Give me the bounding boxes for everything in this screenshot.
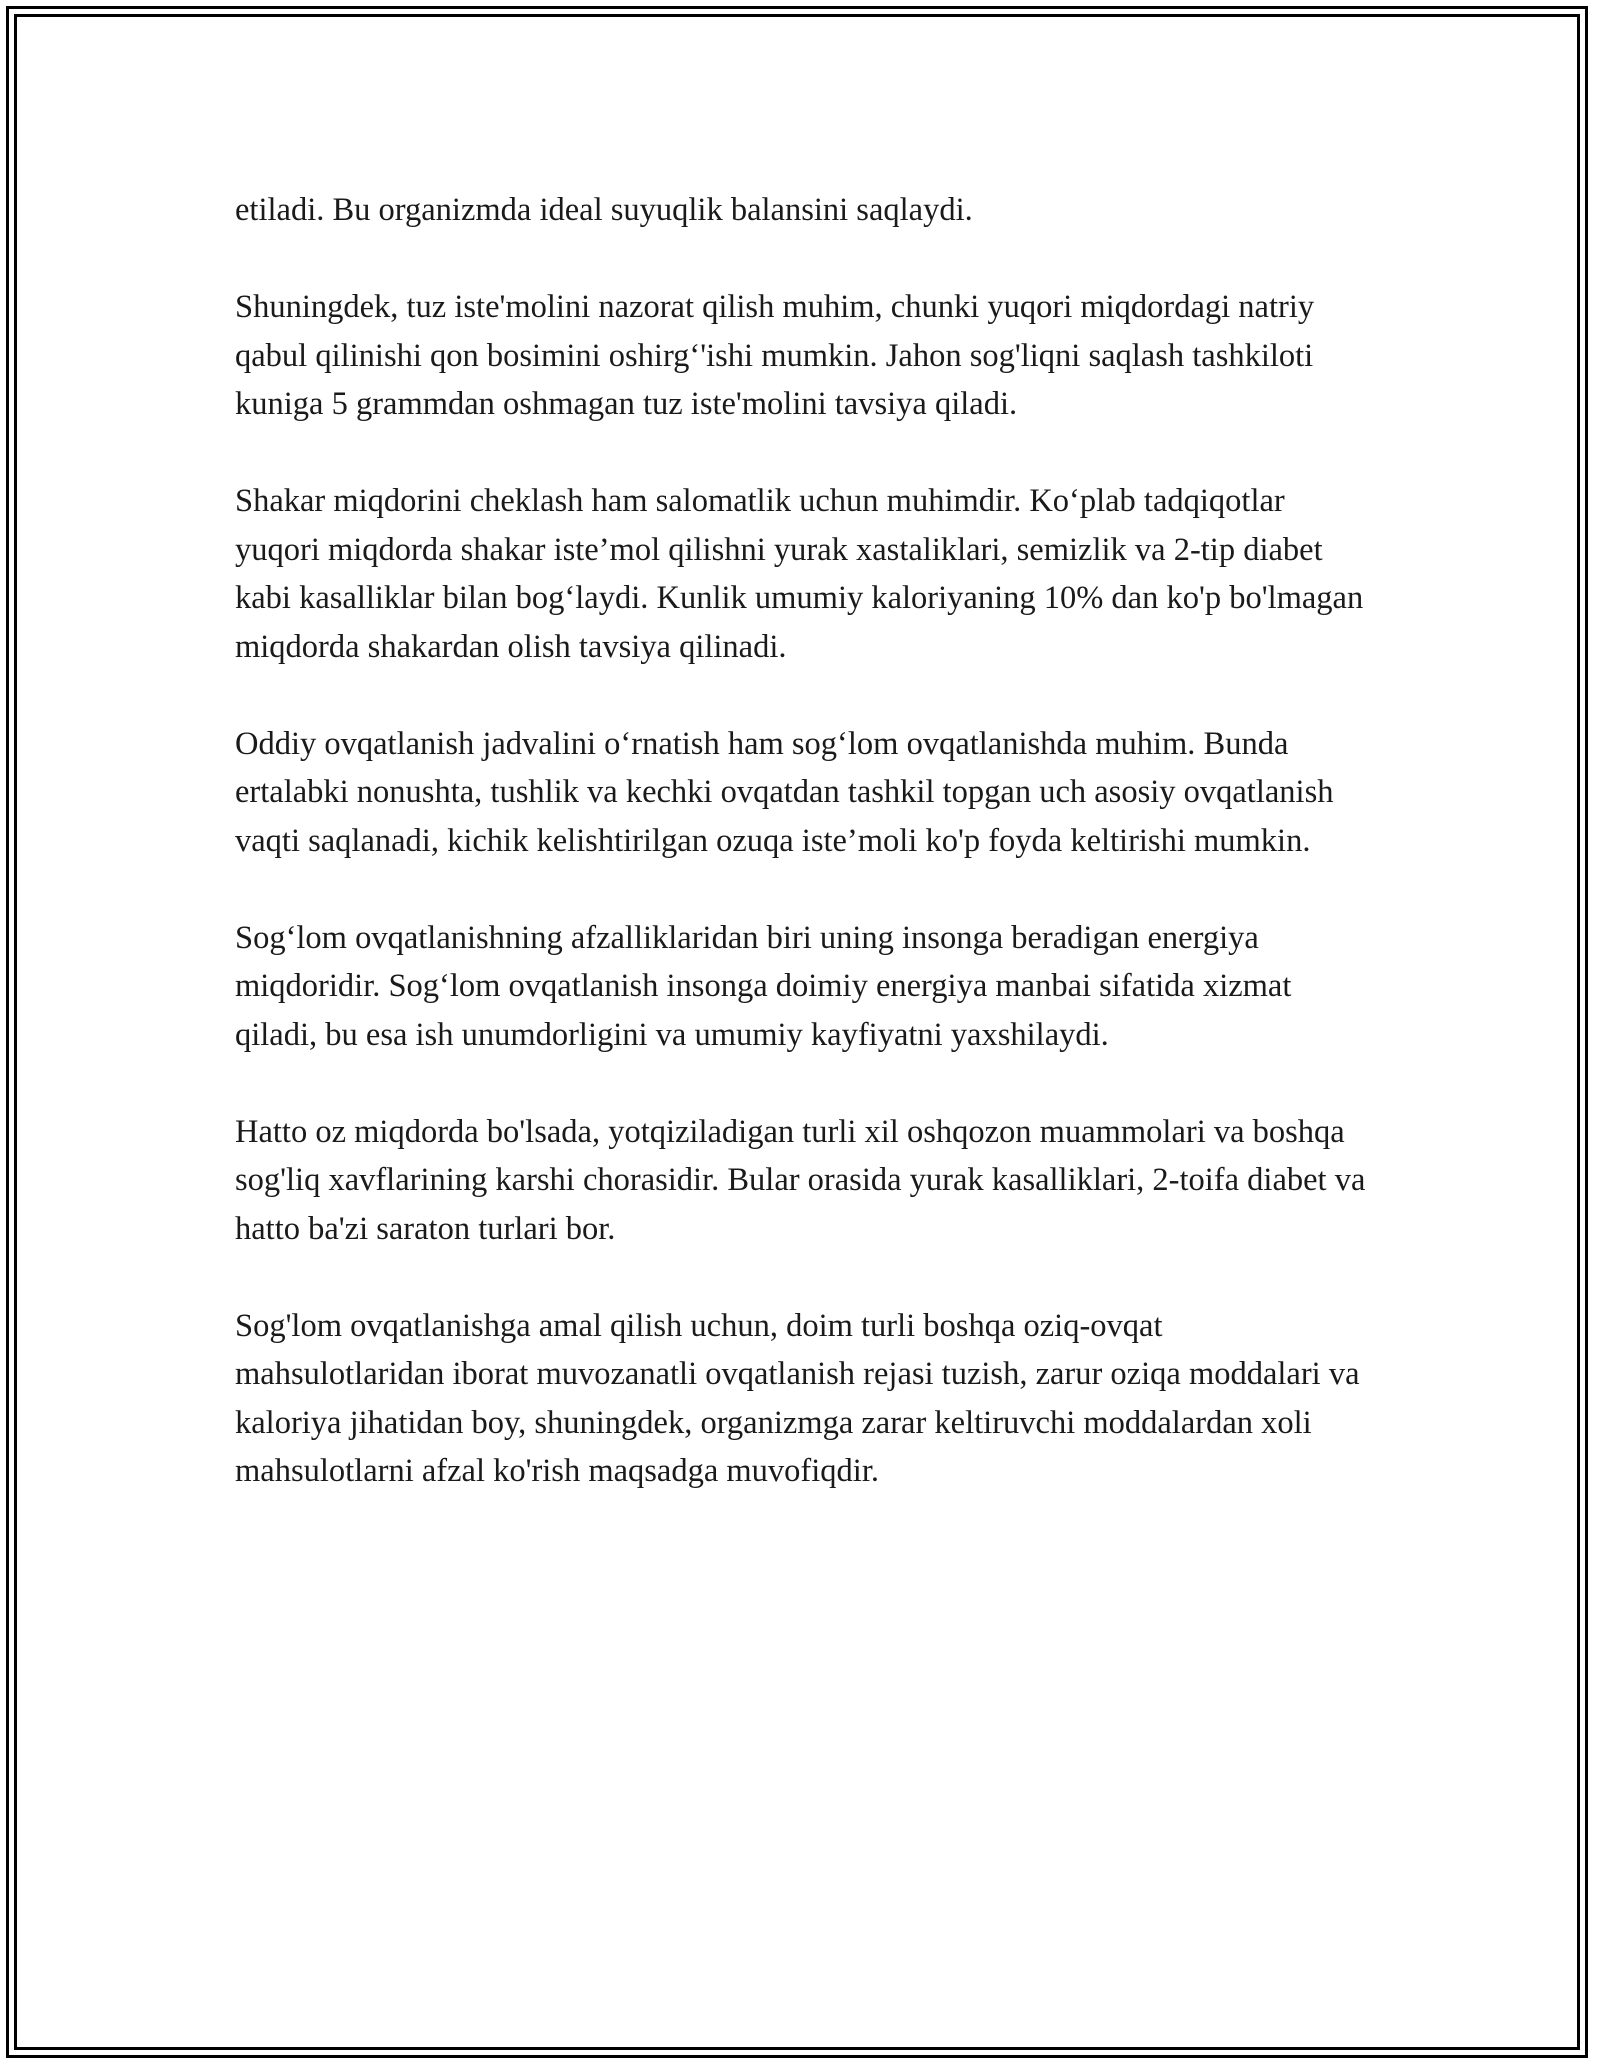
paragraph: Oddiy ovqatlanish jadvalini o‘rnatish ham sog‘lom ovqatlanishda muhim. Bunda ertalabki nonushta, tushlik va kechki ovqatdan tashkil topgan uch asosiy ovqatlanish vaqti saqlanadi, kichik kelishtirilgan ozuqa iste’moli ko'p foyda keltirishi mumkin. — [235, 725, 1334, 859]
paragraph: Hatto oz miqdorda bo'lsada, yotqiziladigan turli xil oshqozon muammolari va boshqa sog'liq xavflarining karshi chorasidir. Bular orasida yurak kasalliklari, 2-toifa diabet va hatto ba'zi saraton turlari bor. — [235, 1113, 1366, 1247]
paragraph: Shakar miqdorini cheklash ham salomatlik uchun muhimdir. Ko‘plab tadqiqotlar yuqori miqdorda shakar iste’mol qilishni yurak xastaliklari, semizlik va 2-tip diabet kabi kasalliklar bilan bog‘laydi. Kunlik umumiy kaloriyaning 10% dan ko'p bo'lmagan miqdorda shakardan olish tavsiya qilinadi. — [235, 483, 1364, 665]
paragraph: Sog'lom ovqatlanishga amal qilish uchun, doim turli boshqa oziq-ovqat mahsulotlaridan iborat muvozanatli ovqatlanish rejasi tuzish, zarur oziqa moddalari va kaloriya jihatidan boy, shuningdek, organizmga zarar keltiruvchi moddalardan xoli mahsulotlarni afzal ko'rish maqsadga muvofiqdir. — [235, 1307, 1360, 1489]
paragraph: etiladi. Bu organizmda ideal suyuqlik balansini saqlaydi. — [235, 192, 973, 228]
paragraph: Sog‘lom ovqatlanishning afzalliklaridan biri uning insonga beradigan energiya miqdoridir. Sog‘lom ovqatlanish insonga doimiy energiya manbai sifatida xizmat qiladi, bu esa ish unumdorligini va umumiy kayfiyatni yaxshilaydi. — [235, 919, 1292, 1053]
document-body — [235, 186, 1375, 1544]
paragraph: Shuningdek, tuz iste'molini nazorat qilish muhim, chunki yuqori miqdordagi natriy qabul qilinishi qon bosimini oshirg‘'ishi mumkin. Jahon sog'liqni saqlash tashkiloti kuniga 5 grammdan oshmagan tuz iste'molini tavsiya qiladi. — [235, 289, 1315, 422]
